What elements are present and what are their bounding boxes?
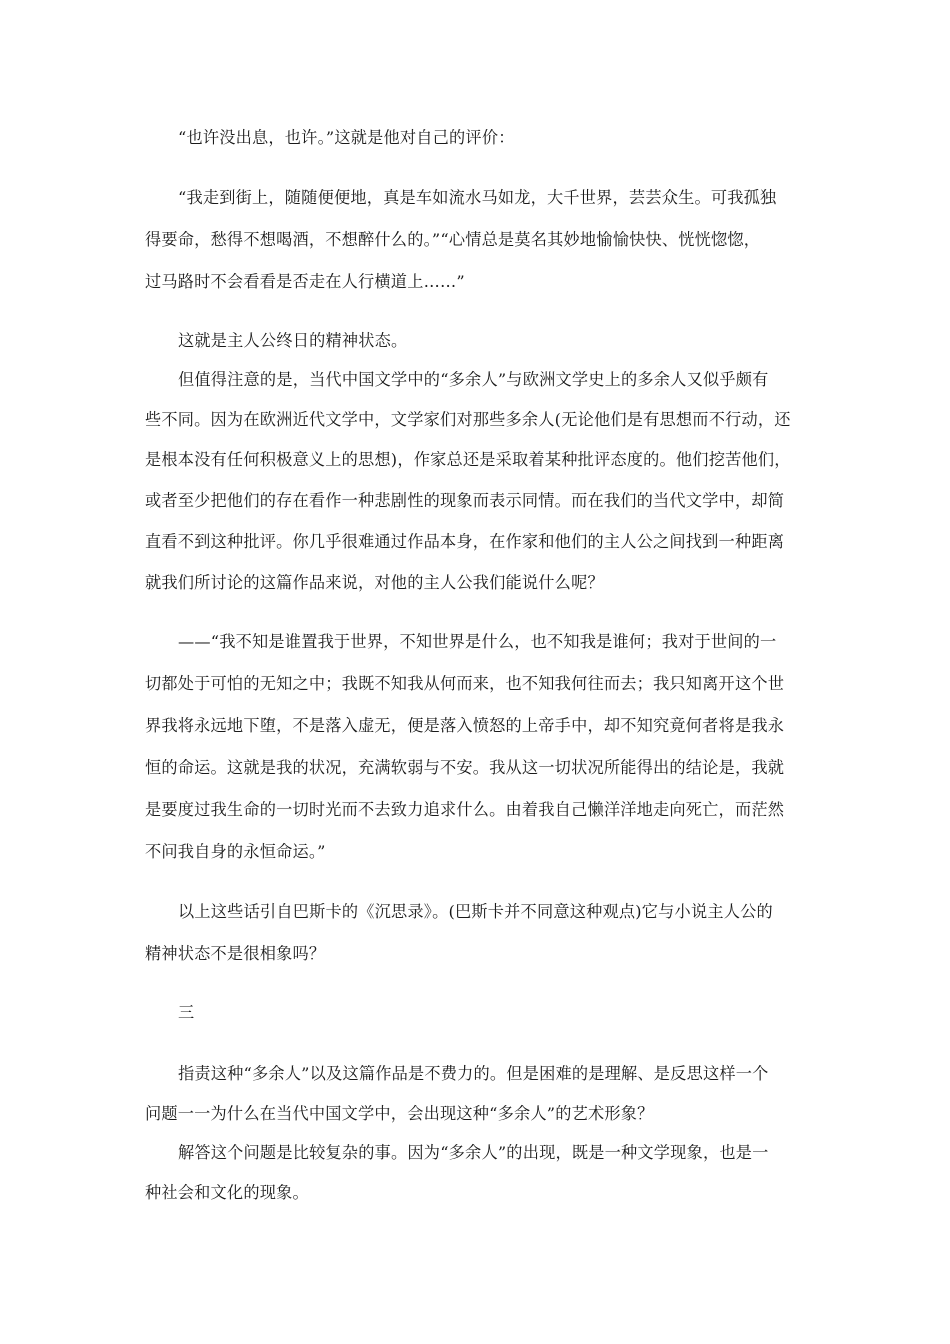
comparison-line-1: 但值得注意的是，当代中国文学中的“多余人”与欧洲文学史上的多余人又似乎颇有: [178, 370, 769, 389]
comparison-line-2: 些不同。因为在欧洲近代文学中，文学家们对那些多余人(无论他们是有思想而不行动，还: [145, 410, 791, 429]
pascal-quote-line-3: 界我将永远地下堕，不是落入虚无，便是落入愤怒的上帝手中，却不知究竟何者将是我永: [145, 716, 785, 735]
pascal-source-line-2: 精神状态不是很相象吗？: [145, 944, 326, 963]
pascal-quote-line-6: 不问我自身的永恒命运。”: [145, 842, 326, 861]
pascal-quote-line-1: ——“我不知是谁置我于世界，不知世界是什么，也不知我是谁何；我对于世间的一: [178, 632, 777, 651]
pascal-quote-line-5: 是要度过我生命的一切时光而不去致力追求什么。由着我自己懒洋洋地走向死亡，而茫然: [145, 800, 785, 819]
street-quote-line-2: 得要命，愁得不想喝酒，不想醉什么的。”“心情总是莫名其妙地愉愉快快、恍恍惚惚，: [145, 230, 761, 249]
comparison-line-4: 或者至少把他们的存在看作一种悲剧性的现象而表示同情。而在我们的当代文学中，却简: [145, 491, 785, 510]
pascal-quote-line-4: 恒的命运。这就是我的状况，充满软弱与不安。我从这一切状况所能得出的结论是，我就: [145, 758, 785, 777]
section-heading: 三: [178, 1003, 195, 1022]
difficulty-line-2: 问题一一为什么在当代中国文学中，会出现这种“多余人”的艺术形象？: [145, 1104, 654, 1123]
comparison-line-5: 直看不到这种批评。你几乎很难通过作品本身，在作家和他们的主人公之间找到一种距离: [145, 532, 785, 551]
self-evaluation-line-1: “也许没出息，也许。”这就是他对自己的评价：: [178, 128, 515, 147]
answer-line-2: 种社会和文化的现象。: [145, 1183, 309, 1202]
pascal-quote-line-2: 切都处于可怕的无知之中；我既不知我从何而来，也不知我何往而去；我只知离开这个世: [145, 674, 785, 693]
answer-line-1: 解答这个问题是比较复杂的事。因为“多余人”的出现，既是一种文学现象，也是一: [178, 1143, 769, 1162]
spiritual-state-line-1: 这就是主人公终日的精神状态。: [178, 331, 408, 350]
pascal-source-line-1: 以上这些话引自巴斯卡的《沉思录》。(巴斯卡并不同意这种观点)它与小说主人公的: [178, 902, 773, 921]
street-quote-line-1: “我走到街上，随随便便地，真是车如流水马如龙，大千世界，芸芸众生。可我孤独: [178, 188, 777, 207]
comparison-line-6: 就我们所讨论的这篇作品来说，对他的主人公我们能说什么呢？: [145, 573, 604, 592]
street-quote-line-3: 过马路时不会看看是否走在人行横道上……”: [145, 272, 465, 291]
comparison-line-3: 是根本没有任何积极意义上的思想)，作家总还是采取着某种批评态度的。他们挖苦他们，: [145, 450, 791, 469]
difficulty-line-1: 指责这种“多余人”以及这篇作品是不费力的。但是困难的是理解、是反思这样一个: [178, 1064, 769, 1083]
